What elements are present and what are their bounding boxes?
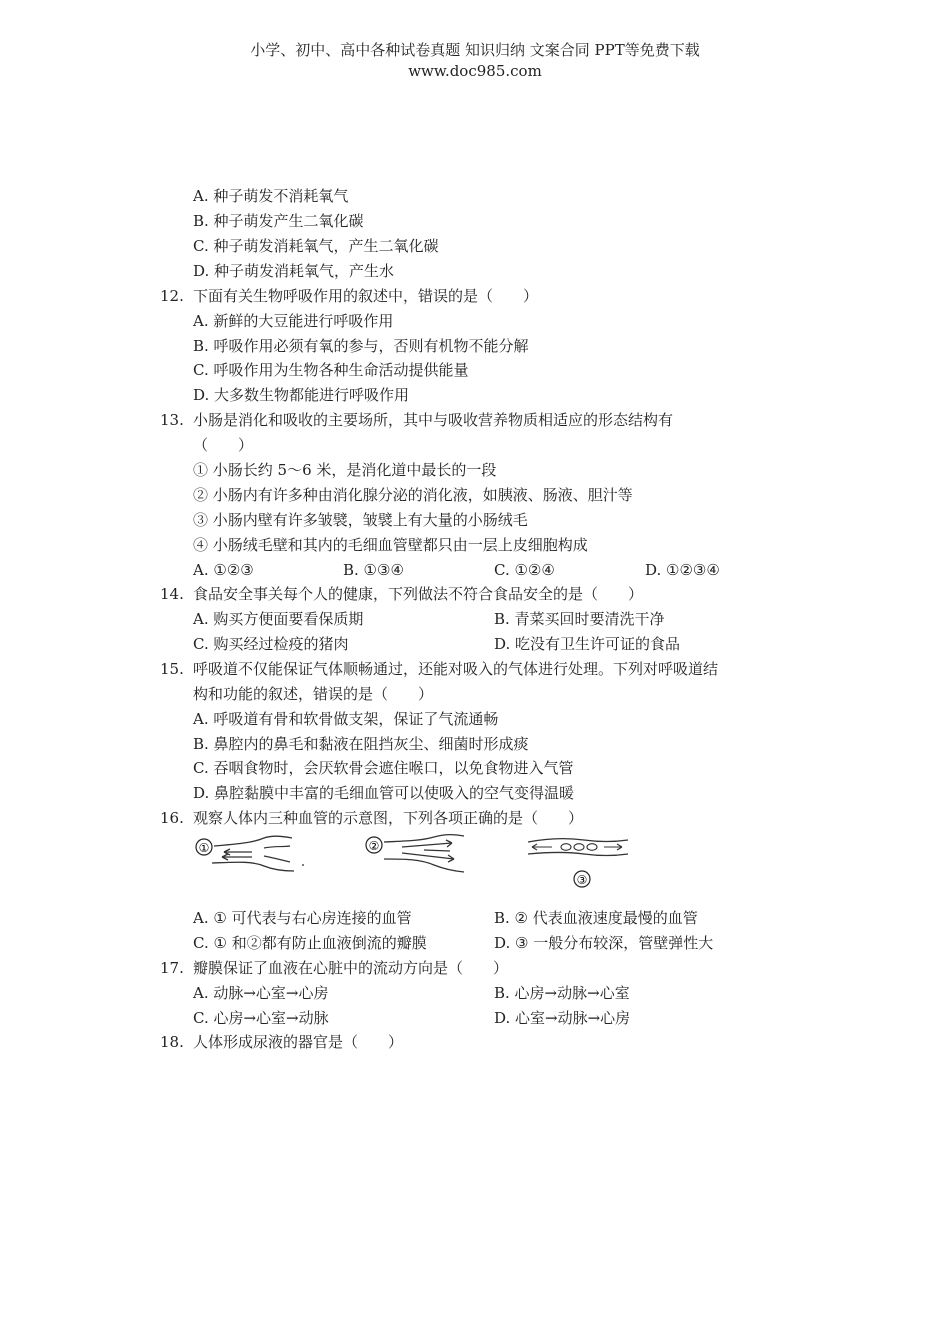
q16-stem: 观察人体内三种血管的示意图，下列各项正确的是（ ） <box>193 809 584 827</box>
q16-option-c: C. ① 和②都有防止血液倒流的瓣膜 <box>193 934 427 952</box>
q13-item-1: ① 小肠长约 5～6 米，是消化道中最长的一段 <box>193 461 497 479</box>
q13-item-2: ② 小肠内有许多种由消化腺分泌的消化液，如胰液、肠液、胆汁等 <box>193 486 633 504</box>
page-header <box>0 40 950 82</box>
q15-stem: 呼吸道不仅能保证气体顺畅通过，还能对吸入的气体进行处理。下列对呼吸道结 <box>193 660 719 678</box>
artery-diagram <box>362 832 472 874</box>
q18-number: 18. <box>160 1033 184 1051</box>
q12-number: 12. <box>160 287 184 305</box>
q14-option-a: A. 购买方便面要看保质期 <box>193 610 364 628</box>
q13-option-b: B. ①③④ <box>343 561 404 579</box>
q13-number: 13. <box>160 411 184 429</box>
capillary-label: ③ <box>576 873 588 887</box>
q13-option-a: A. ①②③ <box>193 561 254 579</box>
vein-label: ① <box>198 841 210 855</box>
q11-option-b: B. 种子萌发产生二氧化碳 <box>193 212 364 230</box>
q16-number: 16. <box>160 809 184 827</box>
q14-option-b: B. 青菜买回时要清洗干净 <box>494 610 665 628</box>
q14-option-c: C. 购买经过检疫的猪肉 <box>193 635 349 653</box>
q12-option-c: C. 呼吸作用为生物各种生命活动提供能量 <box>193 361 469 379</box>
q15-option-a: A. 呼吸道有骨和软骨做支架，保证了气流通畅 <box>193 710 499 728</box>
q11-option-a: A. 种子萌发不消耗氧气 <box>193 187 349 205</box>
q17-option-c: C. 心房→心室→动脉 <box>193 1009 329 1027</box>
capillary-diagram <box>524 834 634 892</box>
q13-stem-cont: （ ） <box>193 436 254 454</box>
header-line-1: 小学、初中、高中各种试卷真题 知识归纳 文案合同 PPT等免费下载 <box>250 41 700 59</box>
q17-option-a: A. 动脉→心室→心房 <box>193 984 329 1002</box>
q18-stem: 人体形成尿液的器官是（ ） <box>193 1033 404 1051</box>
q17-number: 17. <box>160 959 184 977</box>
q13-option-c: C. ①②④ <box>494 561 555 579</box>
q14-stem: 食品安全事关每个人的健康，下列做法不符合食品安全的是（ ） <box>193 585 644 603</box>
q17-option-d: D. 心室→动脉→心房 <box>494 1009 631 1027</box>
q15-option-b: B. 鼻腔内的鼻毛和黏液在阻挡灰尘、细菌时形成痰 <box>193 735 529 753</box>
q15-stem-cont: 构和功能的叙述，错误的是（ ） <box>193 685 434 703</box>
q14-option-d: D. 吃没有卫生许可证的食品 <box>494 635 681 653</box>
q12-option-d: D. 大多数生物都能进行呼吸作用 <box>193 386 410 404</box>
q15-option-c: C. 吞咽食物时，会厌软骨会遮住喉口，以免食物进入气管 <box>193 759 574 777</box>
q15-number: 15. <box>160 660 184 678</box>
q12-stem: 下面有关生物呼吸作用的叙述中，错误的是（ ） <box>193 287 539 305</box>
vein-diagram <box>192 834 312 874</box>
q13-option-d: D. ①②③④ <box>645 561 720 579</box>
q13-item-3: ③ 小肠内壁有许多皱襞，皱襞上有大量的小肠绒毛 <box>193 511 528 529</box>
header-url: www.doc985.com <box>408 62 542 80</box>
q13-stem: 小肠是消化和吸收的主要场所，其中与吸收营养物质相适应的形态结构有 <box>193 411 674 429</box>
q16-option-a: A. ① 可代表与右心房连接的血管 <box>193 909 412 927</box>
q15-option-d: D. 鼻腔黏膜中丰富的毛细血管可以使吸入的空气变得温暖 <box>193 784 575 802</box>
q14-number: 14. <box>160 585 184 603</box>
q16-option-b: B. ② 代表血液速度最慢的血管 <box>494 909 698 927</box>
q16-option-d: D. ③ 一般分布较深，管壁弹性大 <box>494 934 714 952</box>
q11-option-c: C. 种子萌发消耗氧气，产生二氧化碳 <box>193 237 439 255</box>
q12-option-a: A. 新鲜的大豆能进行呼吸作用 <box>193 312 394 330</box>
q11-option-d: D. 种子萌发消耗氧气，产生水 <box>193 262 395 280</box>
q17-option-b: B. 心房→动脉→心室 <box>494 984 630 1002</box>
q17-stem: 瓣膜保证了血液在心脏中的流动方向是（ ） <box>193 959 509 977</box>
q13-item-4: ④ 小肠绒毛壁和其内的毛细血管壁都只由一层上皮细胞构成 <box>193 536 588 554</box>
q12-option-b: B. 呼吸作用必须有氧的参与，否则有机物不能分解 <box>193 337 529 355</box>
artery-label: ② <box>368 839 380 853</box>
